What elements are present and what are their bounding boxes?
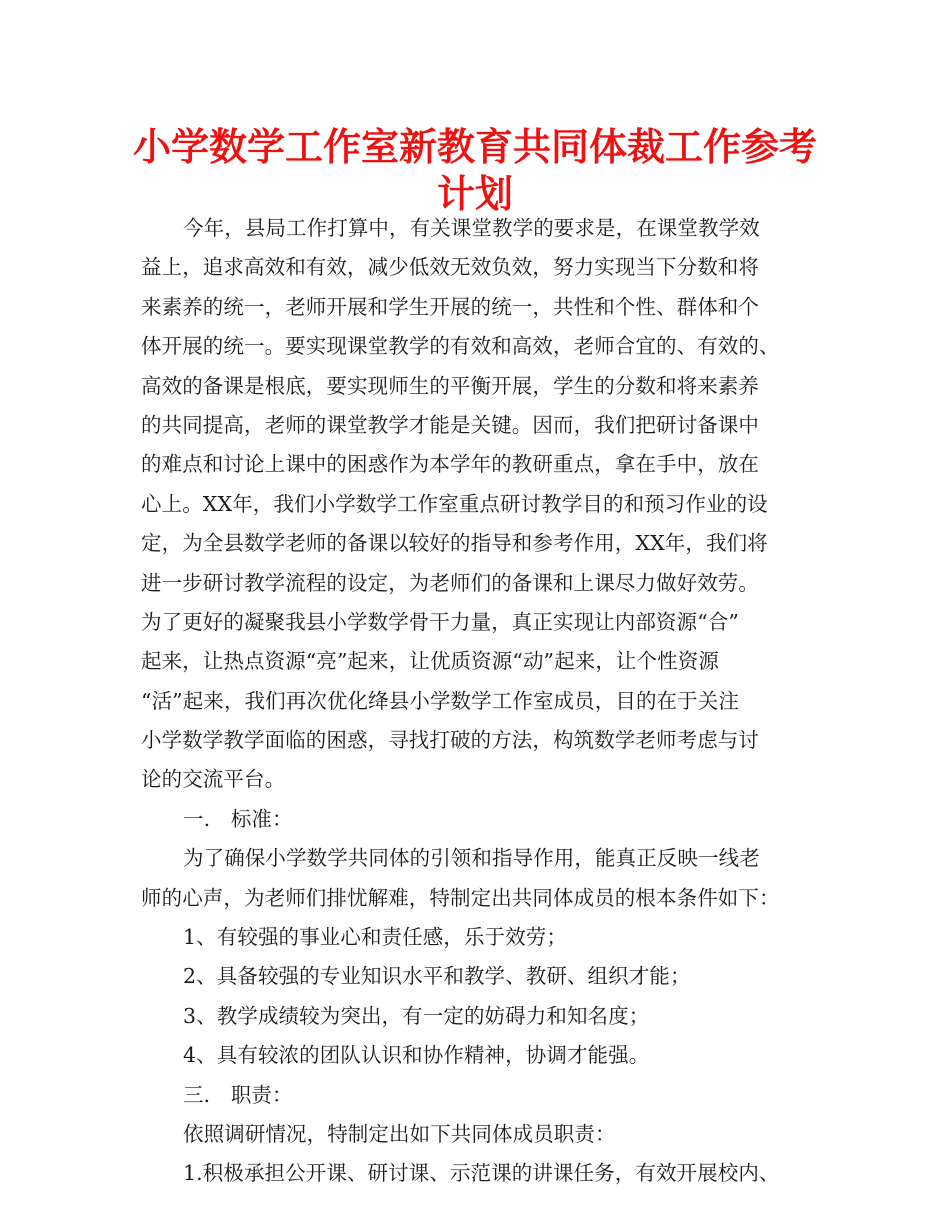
document-title-continued: 计划 — [436, 172, 513, 216]
list-item: 4、具有较浓的团队认识和协作精神，协调才能强。 — [183, 1043, 650, 1068]
paragraph-line: 益上，追求高效和有效，减少低效无效负效，努力实现当下分数和将 — [141, 255, 759, 280]
paragraph-line: 起来，让热点资源“亮”起来，让优质资源“动”起来，让个性资源 — [141, 649, 719, 674]
paragraph-line: 定，为全县数学老师的备课以较好的指导和参考作用，XX年，我们将 — [141, 531, 768, 556]
list-item: 3、教学成绩较为突出，有一定的妨碍力和知名度； — [183, 1003, 650, 1028]
paragraph-line: 为了更好的凝聚我县小学数学骨干力量，真正实现让内部资源“合” — [141, 609, 739, 634]
paragraph-line: 心上。XX年，我们小学数学工作室重点研讨教学目的和预习作业的设 — [141, 491, 768, 516]
paragraph-line: 进一步研讨教学流程的设定，为老师们的备课和上课尽力做好效劳。 — [141, 570, 759, 595]
paragraph-line: 的难点和讨论上课中的困惑作为本学年的教研重点，拿在手中，放在 — [141, 452, 759, 477]
section-heading: 一. 标准： — [183, 806, 293, 831]
paragraph-line: 师的心声，为老师们排忧解难，特制定出共同体成员的根本条件如下： — [141, 885, 780, 910]
paragraph-line: 论的交流平台。 — [141, 767, 286, 792]
document-body — [141, 209, 821, 1194]
paragraph-line: 依照调研情况，特制定出如下共同体成员职责： — [183, 1121, 616, 1146]
paragraph-line: 的共同提高，老师的课堂教学才能是关键。因而，我们把研讨备课中 — [141, 412, 759, 437]
paragraph-line: 为了确保小学数学共同体的引领和指导作用，能真正反映一线老 — [183, 846, 760, 871]
paragraph-line: 高效的备课是根底，要实现师生的平衡开展，学生的分数和将来素养 — [141, 373, 759, 398]
list-item: 1.积极承担公开课、研讨课、示范课的讲课任务，有效开展校内、 — [183, 1161, 780, 1186]
paragraph-line: 今年，县局工作打算中，有关课堂教学的要求是，在课堂教学效 — [183, 216, 760, 240]
paragraph-line: 体开展的统一。要实现课堂教学的有效和高效，老师合宜的、有效的、 — [141, 334, 780, 359]
document-title: 小学数学工作室新教育共同体裁工作参考 — [132, 125, 817, 169]
list-item: 1、有较强的事业心和责任感，乐于效劳； — [183, 925, 567, 950]
paragraph-line: “活”起来，我们再次优化绛县小学数学工作室成员，目的在于关注 — [141, 688, 739, 713]
list-item: 2、具备较强的专业知识水平和教学、教研、组织才能； — [183, 964, 691, 989]
section-heading: 三. 职责： — [183, 1082, 293, 1107]
paragraph-line: 来素养的统一，老师开展和学生开展的统一，共性和个性、群体和个 — [141, 294, 759, 319]
paragraph-line: 小学数学教学面临的困惑，寻找打破的方法，构筑数学老师考虑与讨 — [141, 728, 759, 753]
